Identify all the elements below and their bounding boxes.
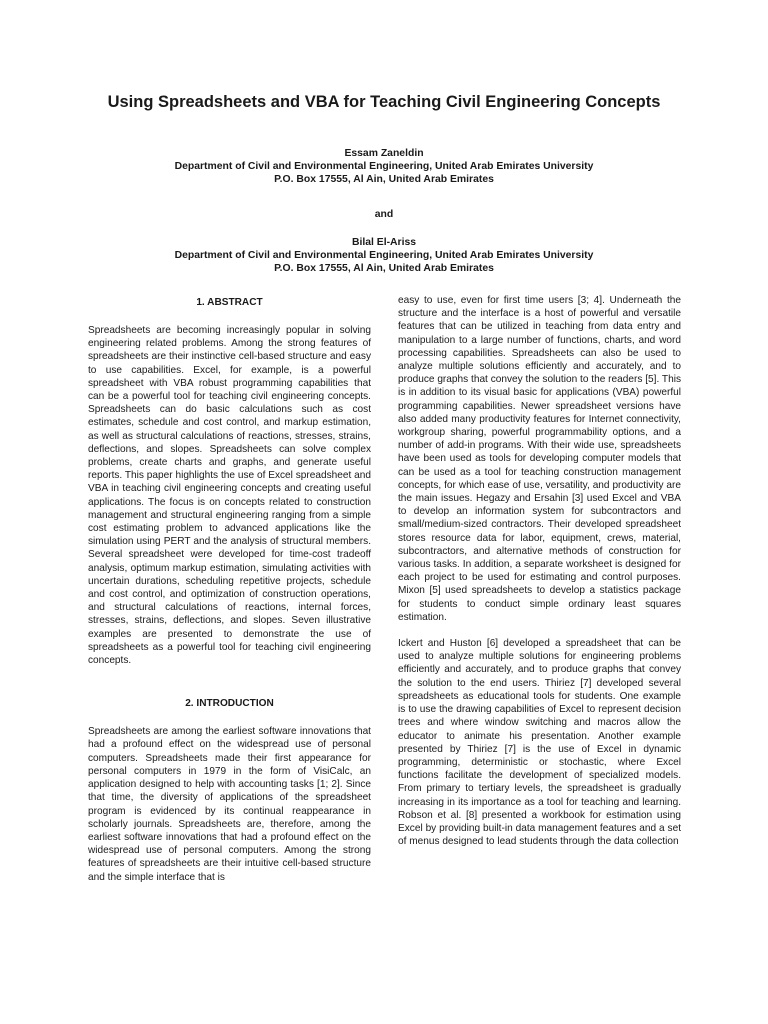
author-address: P.O. Box 17555, Al Ain, United Arab Emirates xyxy=(274,174,494,185)
literature-paragraph: Ickert and Huston [6] developed a spreadsheet that can be used to analyze multiple solutions for engineering problems efficiently and accurately, and to produce graphs that convey the solution to the end users. Thiriez [7] developed several spreadsheets as educational tools for students. One example is to use the drawing capabilities of Excel to represent decision trees and where window switching and macros allow the educator to animate his presentation. Another example presented by Thiriez [7] is the use of Excel in dynamic programming, deterministic or stochastic, where Excel functions facilitate the development of specialized models. From primary to tertiary levels, the spreadsheet is gradually increasing in its importance as a tool for teaching and learning. Robson et al. [8] presented a workbook for estimation using Excel by providing built-in data management features and a set of menus designed to lead students through the data collection xyxy=(398,638,681,848)
abstract-heading: 1. ABSTRACT xyxy=(196,297,263,308)
author-affiliation: Department of Civil and Environmental Engineering, United Arab Emirates University xyxy=(174,161,594,172)
paper-title: Using Spreadsheets and VBA for Teaching Civil Engineering Concepts xyxy=(107,93,661,111)
introduction-continued-paragraph: easy to use, even for first time users [3; 4]. Underneath the structure and the interface is a host of powerful and versatile features that can be utilized in teaching from data entry and manipulation to a large number of functions, charts, and word processing capabilities. Spreadsheets can also be used to analyze multiple solutions efficiently and accurately, and to produce graphs that convey the solution to the readers [5]. This is in addition to its visual basic for applications (VBA) powerful programming capabilities. Newer spreadsheet versions have also added many productivity features for Internet connectivity, workgroup sharing, powerful programmability options, and a number of add-in programs. With their wide use, spreadsheets have been used as tools for developing computer models that can be used as a tool for teaching construction management concepts, for which ease of use, versatility, and productivity are the main issues. Hegazy and Ersahin [3] used Excel and VBA to develop an information system for subcontractors and small/medium-sized contractors. Their developed spreadsheet stores resource data for labor, equipment, crews, material, subcontractors, and alternative methods of construction for various tasks. In addition, a separate worksheet is designed for each project to be used for estimating and control purposes. Mixon [5] used spreadsheets to develop a statistics package for students to conduct simple ordinary least squares estimation. xyxy=(398,295,681,623)
author-name: Essam Zaneldin xyxy=(344,148,424,159)
author-affiliation: Department of Civil and Environmental Engineering, United Arab Emirates University xyxy=(174,250,594,261)
abstract-text: Spreadsheets are becoming increasingly popular in solving engineering related problems. Among the strong features of spreadsheets are their instinctive cell-based structure and easy to use capabilities. Excel, for example, is a powerful spreadsheet with VBA robust programming capabilities that can be a powerful tool for teaching civil engineering concepts. Spreadsheets can do basic calculations such as cost estimates, schedule and cost control, and markup estimation, as well as structural calculations of reactions, stresses, strains, deflections, and slopes. Spreadsheets can solve complex problems, create charts and graphs, and generate useful reports. This paper highlights the use of Excel spreadsheet and VBA in teaching civil engineering concepts and creating useful applications. The focus is on concepts related to construction management and structural engineering ranging from a simple cost estimating problem to advanced applications like the simulation using PERT and the analysis of structural members. Several spreadsheet were developed for time-cost tradeoff analysis, optimum markup estimation, simulating activities with uncertain durations, scheduling repetitive projects, schedule and cost control, and optimization of construction operations, and structural calculations of reactions, internal forces, stresses, strains, deflections, and slopes. Seven illustrative examples are presented to demonstrate the use of spreadsheets as a powerful tool for teaching civil engineering concepts. xyxy=(88,325,371,667)
section-spacer xyxy=(88,667,371,697)
paragraph-spacer xyxy=(398,624,681,637)
right-column xyxy=(398,294,681,848)
and-separator: and xyxy=(374,209,394,220)
author-address: P.O. Box 17555, Al Ain, United Arab Emirates xyxy=(274,263,494,274)
introduction-heading: 2. INTRODUCTION xyxy=(185,698,274,710)
author-block xyxy=(60,147,708,275)
introduction-text: Spreadsheets are among the earliest software innovations that had a profound effect on the widespread use of personal computers. Spreadsheets made their first appearance for personal computers in 1979 in the form of VisiCalc, an application designed to help with accounting tasks [1; 2]. Since that time, the diversity of applications of the spreadsheet program is evidenced by its continual reappearance in scholarly journals. Spreadsheets are, therefore, among the earliest software innovations that had a profound effect on the widespread use of personal computers. Among the strong features of spreadsheets are their intuitive cell-based structure and the simple interface that is xyxy=(88,726,371,883)
author-name: Bilal El-Ariss xyxy=(351,237,417,248)
left-column xyxy=(88,296,371,884)
